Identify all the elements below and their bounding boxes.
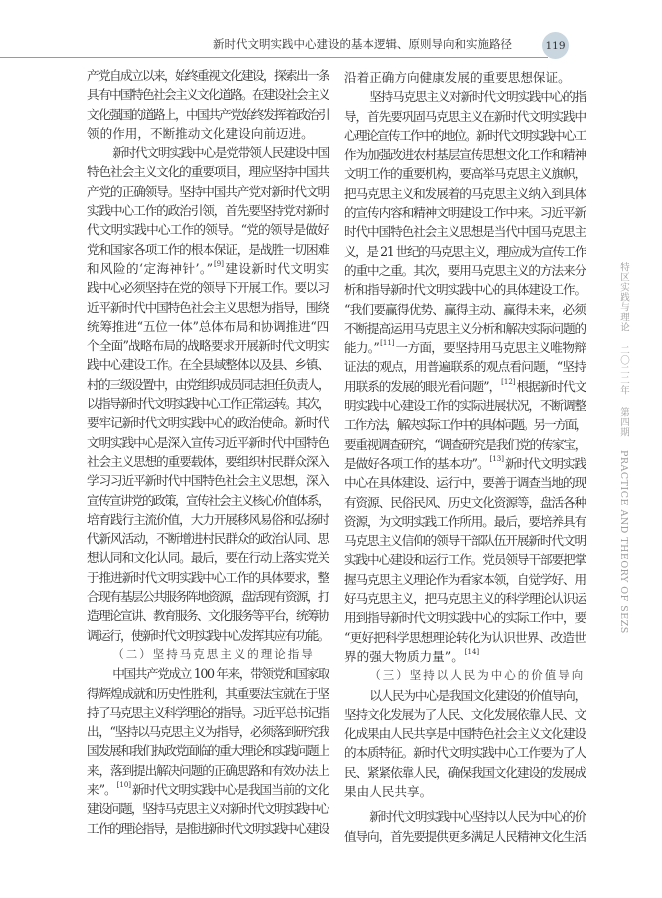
text-line: 不断提高运用马克思主义分析和解决实际问题的 <box>344 320 586 336</box>
text-line <box>344 647 586 666</box>
text-line: 领的作用，不断推动文化建设向前迈进。 <box>87 125 314 141</box>
text-line: 中心在具体建设、运行中，要善于调查当地的现 <box>344 475 586 491</box>
text-line: 以指导新时代文明实践中心工作正常运转。其次， <box>87 396 329 412</box>
text-line: 沿着正确方向健康发展的重要思想保证。 <box>344 70 571 85</box>
text-line: 培育践行主流价值，大力开展移风易俗和弘扬时 <box>87 511 329 527</box>
text-line: 学习习近平新时代中国特色社会主义思想，深入 <box>87 473 329 489</box>
text-line: 导，首先要巩固马克思主义在新时代文明实践中 <box>344 108 586 124</box>
text-line: 近平新时代中国特色社会主义思想为指导，围绕 <box>87 299 329 315</box>
text-segment: 界的强大物质力量”。 <box>344 648 464 664</box>
text-line: 工作的理论指导，是推进新时代文明实践中心建设 <box>87 820 329 836</box>
text-line: 把马克思主义和发展着的马克思主义纳入到具体 <box>344 185 586 201</box>
text-line: 坚持马克思主义对新时代文明实践中心的指 <box>369 89 586 105</box>
journal-english-title: PRACTICE AND THEORY OF SEZS <box>618 449 629 634</box>
text-line <box>87 259 329 278</box>
text-line: 代新风活动，不断增进村民群众的政治认同、思 <box>87 531 329 547</box>
text-line: 的宣传内容和精神文明建设工作中来。习近平新 <box>344 205 586 221</box>
text-line: 调运行，使新时代文明实践中心发挥其应有功能。 <box>87 627 329 643</box>
text-line: 心理论宣传工作中的地位。新时代文明实践中心工 <box>344 127 586 143</box>
text-line: 时代中国特色社会主义思想是当代中国马克思主 <box>344 224 586 240</box>
text-line: 持了马克思主义科学理论的指导。习近平总书记指 <box>87 704 329 720</box>
section-heading: （二）坚持马克思主义的理论指导 <box>112 646 315 661</box>
journal-year: 二〇二二年 <box>618 344 629 395</box>
text-line: 中国共产党成立 100 年来，带领党和国家取 <box>112 666 329 682</box>
text-line: 文明实践中心是深入宣传习近平新时代中国特色 <box>87 434 329 450</box>
text-line: 要牢记新时代文明实践中心的政治使命。新时代 <box>87 415 329 431</box>
text-line: 造理论宣讲、教育服务、文化服务等平台，统筹协 <box>87 608 329 624</box>
text-line: 文化强国的道路上，中国共产党始终发挥着政治引 <box>87 106 329 122</box>
text-line: 值导向，首先要提供更多满足人民精神文化生活 <box>344 828 586 844</box>
text-line: 化成果由人民共享是中国特色社会主义文化建设 <box>344 726 586 742</box>
text-line: 特色社会主义文化的重要项目，理应坚持中国共 <box>87 164 329 180</box>
text-line: 好马克思主义，把马克思主义的科学理论认识运 <box>344 591 586 607</box>
text-line: 马克思主义信仰的领导干部队伍开展新时代文明 <box>344 533 586 549</box>
page-number-badge: 119 <box>542 32 569 59</box>
text-line <box>344 454 586 473</box>
journal-name: 特区实践与理论 <box>618 262 629 332</box>
text-line: 文明工作的重要机构，要高举马克思主义旗帜， <box>344 166 586 182</box>
citation-reference: [12] <box>501 377 516 386</box>
text-segment: 一方面，要坚持用马克思主义唯物辩 <box>395 340 586 356</box>
section-heading: （三）坚持以人民为中心的价值导向 <box>369 668 586 683</box>
text-line: 明实践中心建设工作的实际进展状况，不断调整 <box>344 398 586 414</box>
text-segment: 用联系的发展的眼光看问题”， <box>344 378 501 394</box>
text-line: 来，落到提出解决问题的正确思路和有效办法上 <box>87 762 329 778</box>
text-line: 实践中心建设和运行工作。党员领导干部要把掌 <box>344 552 586 568</box>
text-segment: 新时代文明实践 <box>504 455 586 471</box>
text-line: 得辉煌成就和历史性胜利，其重要法宝就在于坚 <box>87 685 329 701</box>
text-segment: 建设新时代文明实 <box>224 260 329 276</box>
text-line: 国发展和我们执政党面临的重大理论和实践问题上 <box>87 743 329 759</box>
text-line: 代文明实践中心工作的领导。“党的领导是做好 <box>87 222 329 238</box>
text-line: 的重中之重。其次，要用马克思主义的方法来分 <box>344 262 586 278</box>
text-line <box>344 377 586 396</box>
text-line: 产党的正确领导。坚持中国共产党对新时代文明 <box>87 183 329 199</box>
text-segment: 新时代文明实践中心是我国当前的文化 <box>132 781 329 797</box>
text-line: 具有中国特色社会主义文化道路。在建设社会主义 <box>87 87 329 103</box>
text-segment: 和风险的‘定海神针’。” <box>87 260 214 276</box>
text-line: 的本质特征。新时代文明实践中心工作要为了人 <box>344 745 586 761</box>
text-line: 作为加强改进农村基层宣传思想文化工作和精神 <box>344 147 586 163</box>
text-line: 社会主义思想的重要载体，要组织村民群众深入 <box>87 453 329 469</box>
citation-reference: [13] <box>489 454 504 463</box>
text-segment: 来”。 <box>87 781 116 797</box>
citation-reference: [9] <box>214 259 224 268</box>
text-line: 践中心必须坚持在党的领导下开展工作。要以习 <box>87 280 329 296</box>
text-line: 析和指导新时代文明实践中心的具体建设工作。 <box>344 282 586 298</box>
text-line: 资源，为文明实践工作所用。最后，要培养具有 <box>344 513 586 529</box>
text-line: “我们要赢得优势、赢得主动、赢得未来，必须 <box>344 301 586 317</box>
running-header-title: 新时代文明实践中心建设的基本逻辑、原则导向和实施路径 <box>213 37 512 51</box>
text-segment: 根据新时代文 <box>516 378 586 394</box>
left-column <box>87 66 329 838</box>
text-line: 出，“坚持以马克思主义为指导，必须落到研究我 <box>87 724 329 740</box>
journal-issue: 第四期 <box>618 407 629 438</box>
text-line: 新时代文明实践中心坚持以人民为中心的价 <box>369 809 586 825</box>
text-segment: 是做好各项工作的基本功”。 <box>344 455 489 471</box>
text-line: 义，是 21 世纪的马克思主义，理应成为宣传工作 <box>344 243 586 259</box>
text-line <box>87 780 329 799</box>
text-line: 宣传宣讲党的政策，宣传社会主义核心价值体系， <box>87 492 329 508</box>
text-line: 新时代文明实践中心是党带领人民建设中国 <box>112 145 329 161</box>
right-column <box>344 68 586 846</box>
text-line: 统筹推进“五位一体”总体布局和协调推进“四 <box>87 318 329 334</box>
text-line: 建设问题，坚持马克思主义对新时代文明实践中心 <box>87 801 329 817</box>
journal-side-strip <box>616 262 630 642</box>
text-line: “更好把科学思想理论转化为认识世界、改造世 <box>344 629 586 645</box>
text-line: 实践中心工作的政治引领，首先要坚持党对新时 <box>87 203 329 219</box>
header-rule <box>0 57 548 58</box>
text-line: 握马克思主义理论作为看家本领，自觉学好、用 <box>344 571 586 587</box>
text-line: 坚持文化发展为了人民、文化发展依靠人民、文 <box>344 706 586 722</box>
text-line: 村的三级设置中，由党组织成员同志担任负责人， <box>87 376 329 392</box>
text-line: 想认同和文化认同。最后，要在行动上落实党关 <box>87 550 329 566</box>
citation-reference: [11] <box>380 339 395 348</box>
text-line: 工作方法，解决实际工作中的具体问题。另一方面， <box>344 417 586 433</box>
citation-reference: [10] <box>116 780 132 789</box>
text-line: 用到指导新时代文明实践中心的实际工作中，要 <box>344 610 586 626</box>
text-line: 于推进新时代文明实践中心工作的具体要求，整 <box>87 569 329 585</box>
text-line: 民、紧紧依靠人民，确保我国文化建设的发展成 <box>344 764 586 780</box>
text-line: 果由人民共享。 <box>344 783 433 799</box>
citation-reference: [14] <box>464 647 480 656</box>
text-line: 证法的观点，用普遍联系的观点看问题，“坚持 <box>344 359 586 375</box>
text-line: 个全面”战略布局的战略要求开展新时代文明实 <box>87 338 329 354</box>
text-line: 党和国家各项工作的根本保证，是战胜一切困难 <box>87 241 329 257</box>
text-line: 合现有基层公共服务阵地资源，盘活现有资源，打 <box>87 589 329 605</box>
text-line: 产党自成立以来，始终重视文化建设，探索出一条 <box>87 68 329 83</box>
text-line: 以人民为中心是我国文化建设的价值导向， <box>369 687 586 703</box>
text-line: 有资源、民俗民风、历史文化资源等，盘活各种 <box>344 494 586 510</box>
text-segment: 能力。” <box>344 340 380 356</box>
text-line: 要重视调查研究，“调查研究是我们党的传家宝， <box>344 436 586 452</box>
text-line <box>344 338 586 357</box>
text-line: 践中心建设工作。在全县域整体以及县、乡镇、 <box>87 357 329 373</box>
